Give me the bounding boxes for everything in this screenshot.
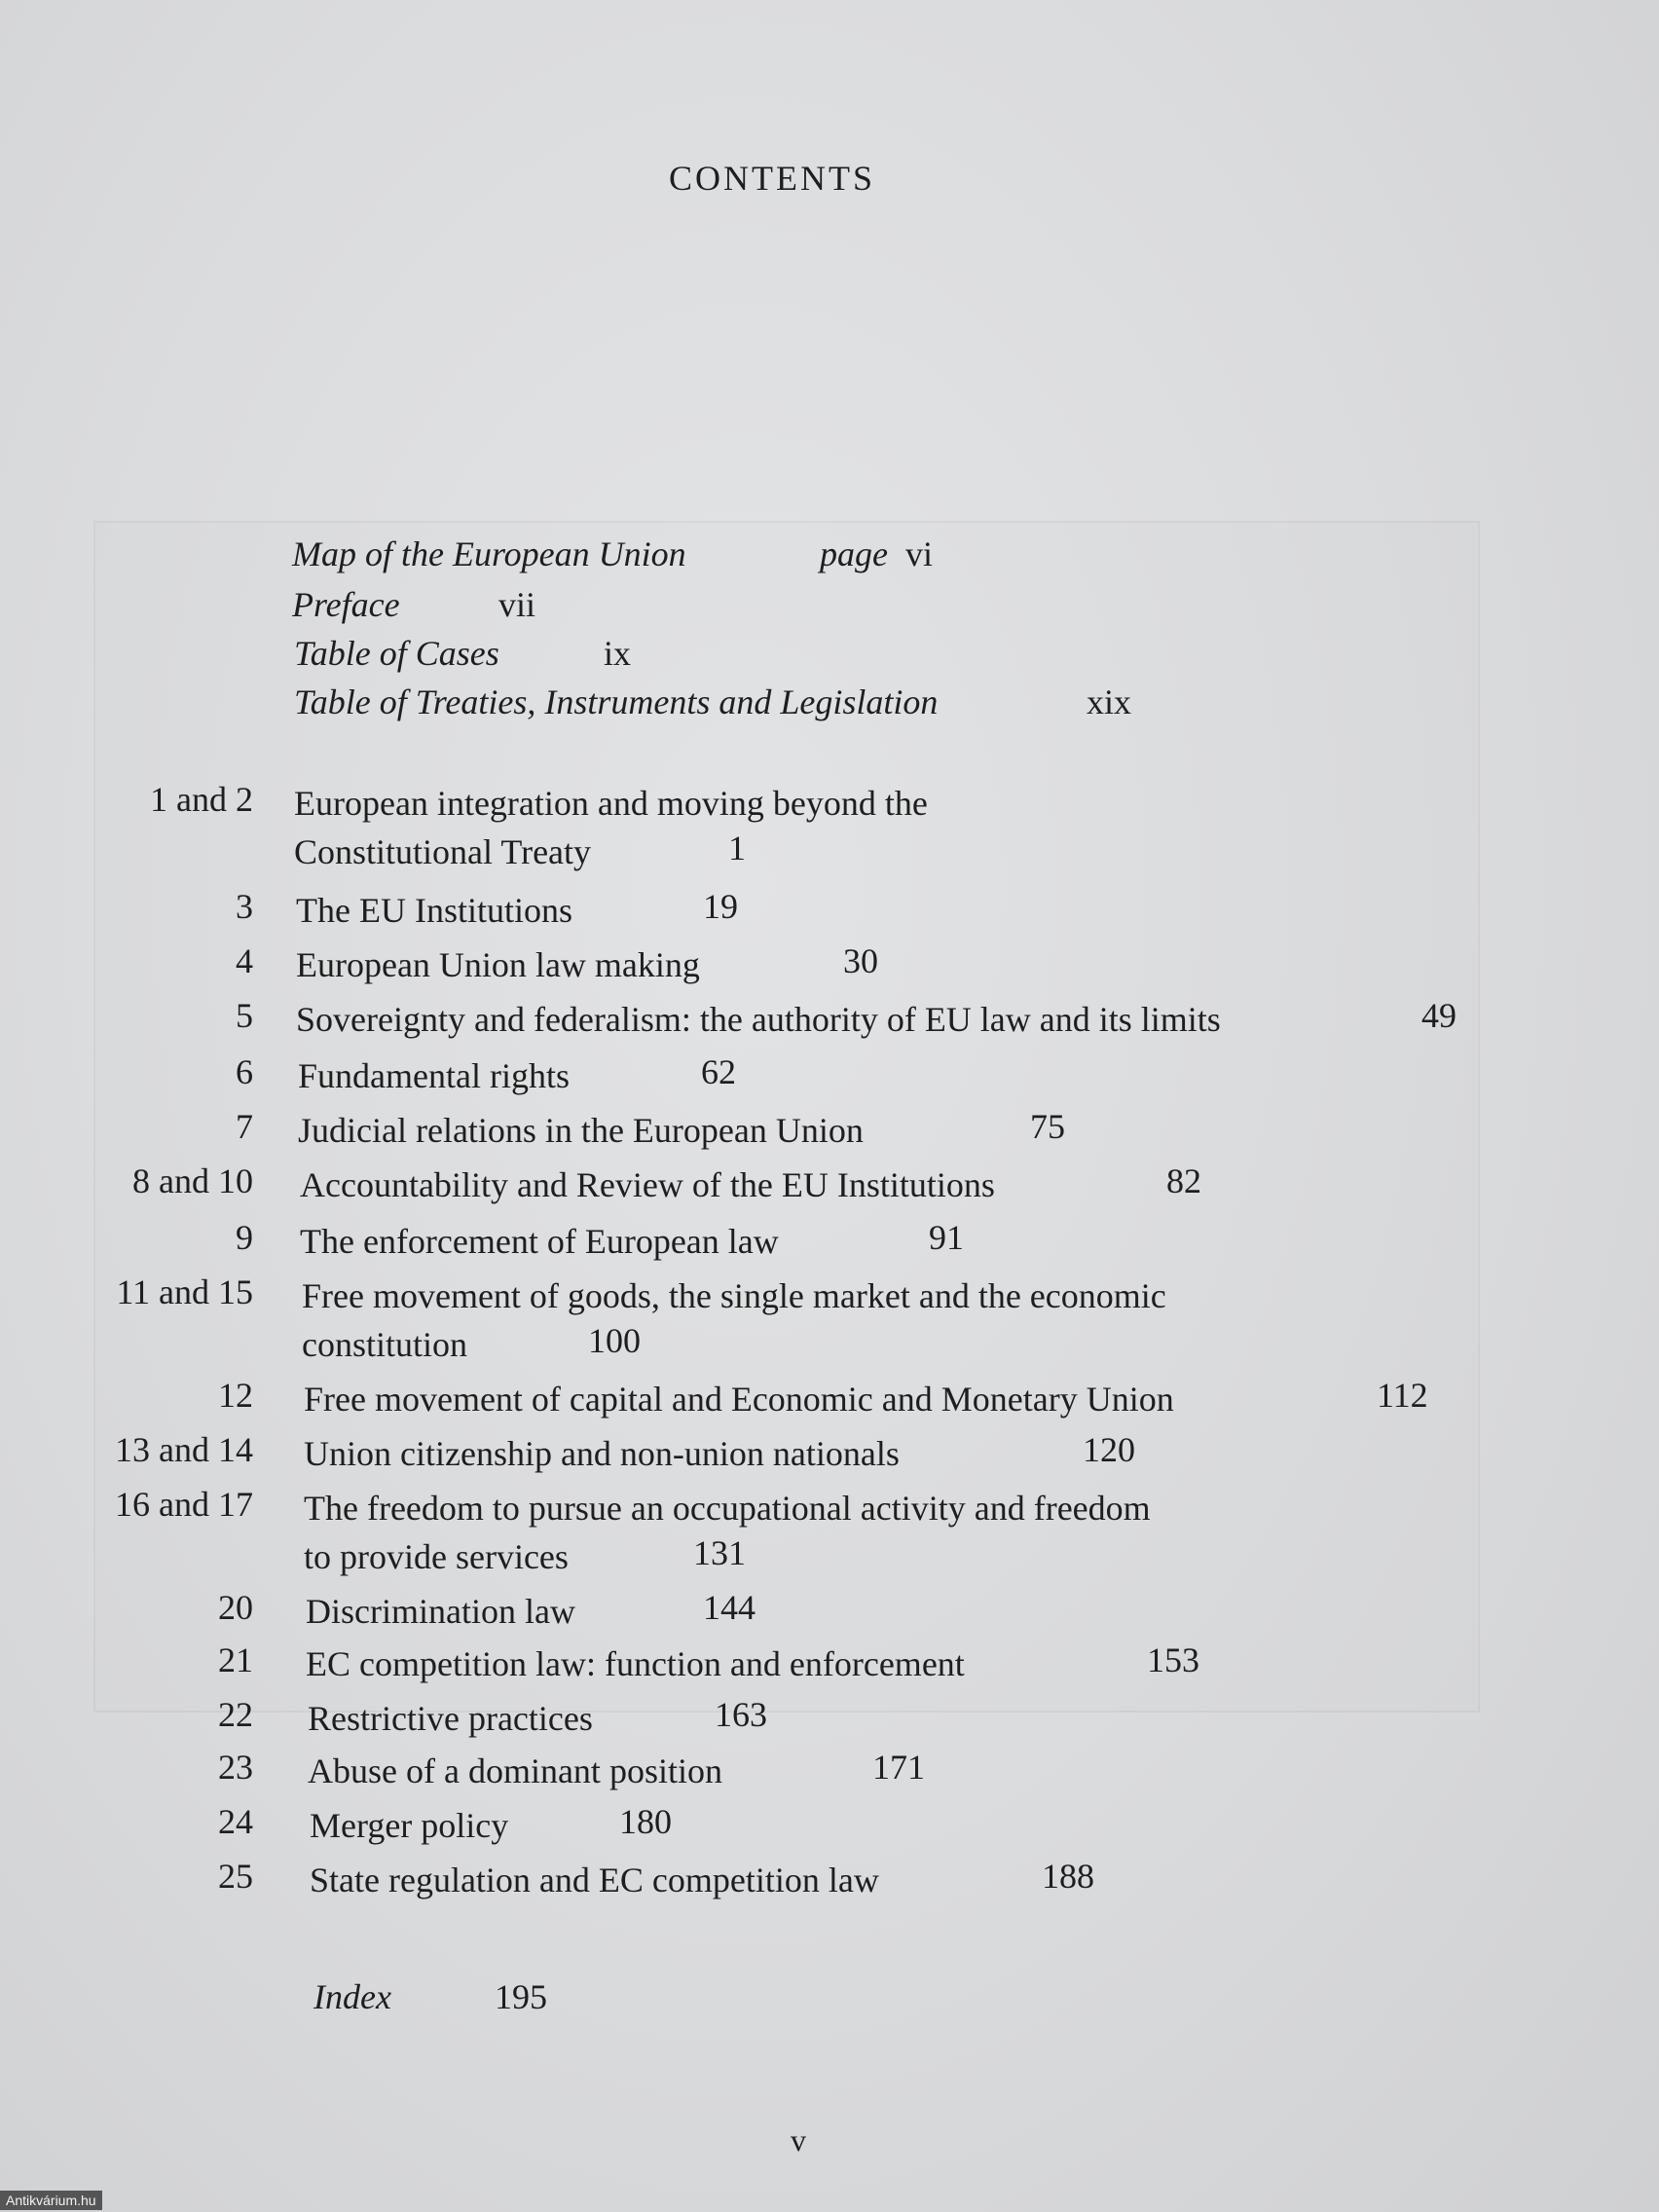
chapter-title-line: Union citizenship and non-union nationals bbox=[304, 1434, 900, 1473]
chapter-page: 100 bbox=[588, 1321, 641, 1360]
toc-entry bbox=[236, 886, 738, 935]
toc-entry bbox=[150, 779, 928, 876]
chapter-page: 180 bbox=[619, 1802, 672, 1841]
toc-entry bbox=[115, 1484, 1151, 1581]
watermark-label: Antikvárium.hu bbox=[0, 2191, 102, 2210]
front-matter-item bbox=[294, 682, 1132, 722]
toc-entry bbox=[132, 1161, 1201, 1209]
chapter-number: 20 bbox=[218, 1588, 253, 1627]
chapter-number: 9 bbox=[236, 1218, 253, 1257]
chapter-page: 62 bbox=[701, 1052, 736, 1091]
toc-entry bbox=[218, 1640, 1199, 1688]
chapter-number: 16 and 17 bbox=[115, 1485, 253, 1524]
chapter-title-line: Restrictive practices bbox=[308, 1699, 593, 1738]
chapter-page: 163 bbox=[715, 1695, 767, 1734]
front-matter-title: Map of the European Union bbox=[292, 535, 686, 573]
chapter-number: 13 and 14 bbox=[115, 1430, 253, 1469]
toc-entry bbox=[218, 1747, 925, 1795]
chapter-title-line: Constitutional Treaty bbox=[294, 832, 592, 871]
chapter-number: 1 and 2 bbox=[150, 780, 253, 819]
front-matter-page: vii bbox=[498, 585, 536, 624]
front-matter-title: Preface bbox=[292, 585, 400, 624]
chapter-title-line: to provide services bbox=[304, 1537, 569, 1576]
chapter-title-line: Free movement of goods, the single market and the economic bbox=[302, 1276, 1166, 1315]
chapter-number: 7 bbox=[236, 1107, 253, 1146]
chapter-number: 5 bbox=[236, 996, 253, 1035]
chapter-page: 49 bbox=[1421, 996, 1456, 1035]
front-matter-page: vi bbox=[905, 535, 934, 573]
index-title: Index bbox=[313, 1977, 391, 2016]
toc-entry bbox=[236, 1106, 1065, 1155]
toc-entry bbox=[218, 1856, 1094, 1904]
front-matter-page: xix bbox=[1087, 682, 1132, 721]
chapter-page: 19 bbox=[703, 887, 738, 926]
chapter-page: 1 bbox=[728, 829, 746, 867]
chapter-number: 22 bbox=[218, 1695, 253, 1734]
chapter-page: 30 bbox=[843, 941, 878, 980]
chapter-title-line: EC competition law: function and enforcement bbox=[306, 1644, 965, 1683]
chapter-number: 4 bbox=[236, 941, 253, 980]
chapter-number: 3 bbox=[236, 887, 253, 926]
chapter-number: 11 and 15 bbox=[116, 1272, 253, 1311]
chapter-page: 144 bbox=[703, 1588, 756, 1627]
chapter-title-line: Abuse of a dominant position bbox=[308, 1751, 722, 1790]
chapter-number: 24 bbox=[218, 1802, 253, 1841]
front-matter-title: Table of Treaties, Instruments and Legislation bbox=[294, 682, 939, 721]
chapter-number: 6 bbox=[236, 1052, 253, 1091]
front-matter-item bbox=[294, 633, 632, 674]
chapter-page: 120 bbox=[1083, 1430, 1135, 1469]
chapter-title-line: Discrimination law bbox=[306, 1592, 575, 1631]
toc-entry bbox=[236, 940, 878, 989]
chapter-title-line: constitution bbox=[302, 1325, 467, 1364]
front-matter-item bbox=[292, 534, 934, 574]
front-matter-item bbox=[292, 584, 536, 625]
chapter-title-line: European Union law making bbox=[296, 945, 700, 984]
front-matter-title: Table of Cases bbox=[294, 634, 499, 673]
chapter-page: 82 bbox=[1166, 1161, 1201, 1200]
chapter-title-line: Merger policy bbox=[310, 1806, 509, 1845]
chapter-page: 153 bbox=[1147, 1641, 1199, 1679]
toc-entry bbox=[115, 1429, 1135, 1478]
chapter-number: 8 and 10 bbox=[132, 1161, 253, 1200]
chapter-page: 131 bbox=[693, 1533, 746, 1572]
chapter-number: 25 bbox=[218, 1857, 253, 1896]
chapter-number: 23 bbox=[218, 1748, 253, 1787]
toc-entry bbox=[236, 1051, 736, 1100]
chapter-title-line: The EU Institutions bbox=[296, 891, 572, 930]
chapter-page: 91 bbox=[929, 1218, 964, 1257]
toc-entry bbox=[116, 1272, 1166, 1369]
chapter-title-line: Free movement of capital and Economic and Monetary Union bbox=[304, 1380, 1174, 1419]
chapter-page: 188 bbox=[1042, 1857, 1094, 1896]
toc-entry bbox=[236, 995, 1456, 1044]
chapter-title-line: Fundamental rights bbox=[298, 1056, 570, 1095]
front-matter-page: ix bbox=[604, 634, 632, 673]
chapter-title-line: European integration and moving beyond the bbox=[294, 784, 928, 823]
page-number-footer: v bbox=[791, 2122, 806, 2157]
index-page: 195 bbox=[495, 1977, 547, 2016]
chapter-page: 75 bbox=[1030, 1107, 1065, 1146]
chapter-page: 171 bbox=[872, 1748, 925, 1787]
chapter-number: 12 bbox=[218, 1376, 253, 1415]
toc-entry bbox=[218, 1375, 1428, 1423]
page-prefix: page bbox=[820, 535, 888, 573]
chapter-title-line: State regulation and EC competition law bbox=[310, 1861, 879, 1899]
chapter-title-line: Judicial relations in the European Union bbox=[298, 1111, 864, 1150]
toc-entry bbox=[218, 1801, 672, 1850]
chapter-page: 112 bbox=[1377, 1376, 1428, 1415]
chapter-title-line: Sovereignty and federalism: the authority of EU law and its limits bbox=[296, 1000, 1221, 1039]
chapter-title-line: The freedom to pursue an occupational activity and freedom bbox=[304, 1489, 1151, 1528]
chapter-number: 21 bbox=[218, 1641, 253, 1679]
page-heading: CONTENTS bbox=[669, 159, 875, 198]
toc-entry bbox=[218, 1587, 756, 1636]
index-entry bbox=[313, 1976, 547, 2017]
chapter-title-line: The enforcement of European law bbox=[300, 1222, 779, 1261]
chapter-title-line: Accountability and Review of the EU Institutions bbox=[300, 1165, 995, 1204]
toc-entry bbox=[218, 1694, 767, 1743]
toc-entry bbox=[236, 1217, 964, 1266]
